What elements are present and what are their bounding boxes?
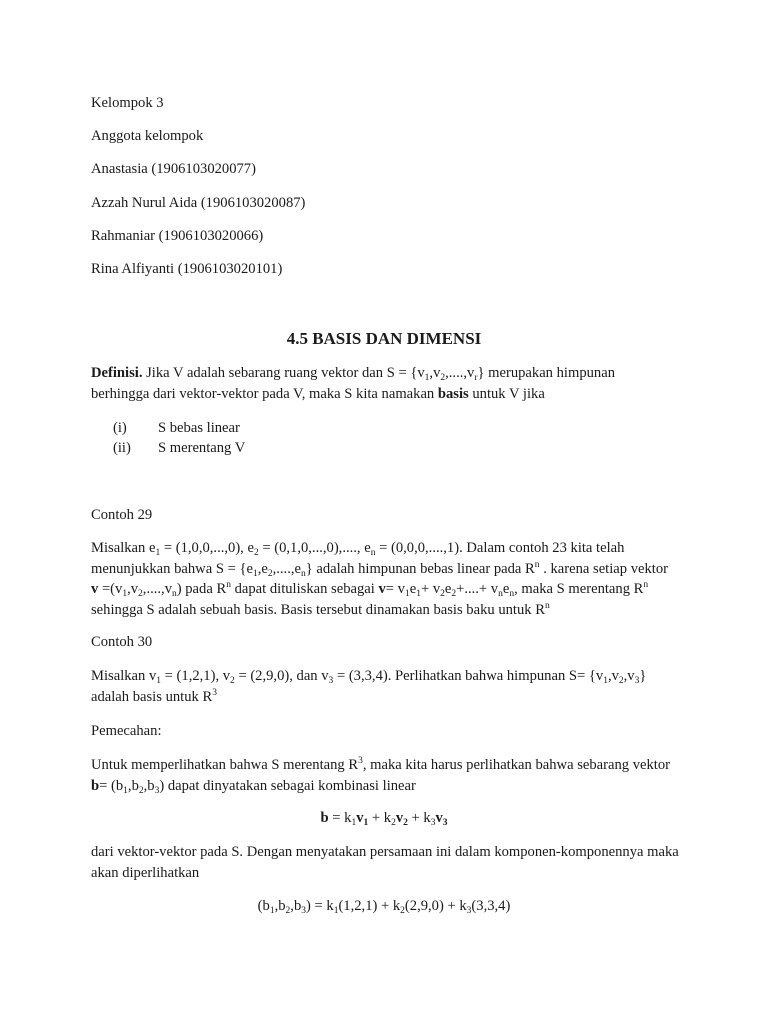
member-3: Rahmaniar (1906103020066) bbox=[91, 228, 264, 244]
equation-linear-combination: $b = k_1v_1 + k_2v_2 + k_3v_3$ bbox=[320, 810, 448, 828]
equation-components: $(b_1,b_2,b_3) = k_1(1,2,1) + k_2(2,9,0) + k_3(3,3,4)$ bbox=[257, 898, 511, 916]
group-name: Kelompok 3 bbox=[91, 95, 164, 111]
condition-2 bbox=[113, 438, 245, 458]
condition-1-num: (i) bbox=[113, 420, 127, 436]
member-1: Anastasia (1906103020077) bbox=[91, 161, 256, 177]
condition-1 bbox=[113, 418, 240, 438]
example-29-text-start: Misalkan e bbox=[91, 540, 156, 556]
definition-basis-word: basis bbox=[437, 385, 469, 402]
definition-paragraph: Definisi. Jika V adalah sebarang ruang vektor dan $S = \{v_1,v_2,....,v_r\}$ merupakan himpunan berhingga dari vektor-vektor pada V, maka S kita namakan basis untuk V jika bbox=[91, 365, 615, 402]
condition-2-num: (ii) bbox=[113, 440, 131, 456]
example-30-paragraph: Misalkan $v_1 = (1,2,1)$, $v_2 = (2,9,0)$, dan $v_3 = (3,3,4)$. Perlihatkan bahwa himpunan $S= \{v_1,v_2,v_3\}$ adalah basis untuk $R^3$ bbox=[91, 668, 647, 705]
condition-1-text: S bebas linear bbox=[158, 420, 240, 436]
member-2: Azzah Nurul Aida (1906103020087) bbox=[91, 195, 306, 211]
members-label: Anggota kelompok bbox=[91, 128, 204, 144]
definition-text-1: Jika V adalah sebarang ruang vektor dan S = {v bbox=[142, 365, 425, 381]
after-equation-paragraph: dari vektor-vektor pada S. Dengan menyatakan persamaan ini dalam komponen-komponennya maka akan diperlihatkan bbox=[91, 844, 679, 881]
solution-label: Pemecahan: bbox=[91, 723, 162, 739]
combination-intro: dapat dinyatakan sebagai kombinasi linear bbox=[164, 777, 416, 794]
example-29-paragraph: Misalkan $e_1 = (1,0,0,...,0)$, $e_2 = (0,1,0,...,0)$,...., $e_n = (0,0,0,....,1)$. Dalam contoh 23 kita telah menunjukkan bahwa $S = \{e_1,e_2,....,e_n\}$ adalah himpunan bebas linear pada $R^n$ . karena setiap vektor $v =(v_1,v_2,....,v_n)$ pada $R^n$ dapat dituliskan sebagai $v= v_1e_1+ v_2e_2+....+ v_ne_n$, maka S merentang $R^n$ sehingga S adalah sebuah basis. Basis tersebut dinamakan basis baku untuk $R^n$ bbox=[91, 540, 668, 618]
example-30-title: Contoh 30 bbox=[91, 634, 153, 650]
condition-2-text: S merentang V bbox=[158, 440, 246, 456]
example-29-title: Contoh 29 bbox=[91, 507, 153, 523]
section-title: 4.5 BASIS DAN DIMENSI bbox=[286, 329, 482, 348]
solution-text-1: Untuk memperlihatkan bahwa S merentang R bbox=[91, 757, 359, 773]
definition-text-3: untuk V jika bbox=[468, 385, 545, 402]
example-29-text-end: Basis tersebut dinamakan basis baku untuk R bbox=[277, 601, 545, 618]
definition-text-2: merupakan himpunan berhingga dari vektor-vektor pada V, maka S kita namakan bbox=[91, 365, 615, 402]
definition-term: Definisi. bbox=[91, 365, 143, 381]
member-4: Rina Alfiyanti (1906103020101) bbox=[91, 261, 283, 277]
solution-paragraph: Untuk memperlihatkan bahwa S merentang $R^3$, maka kita harus perlihatkan bahwa sebarang vektor $b= (b_1,b_2,b_3)$ dapat dinyatakan sebagai kombinasi linear bbox=[91, 756, 670, 796]
